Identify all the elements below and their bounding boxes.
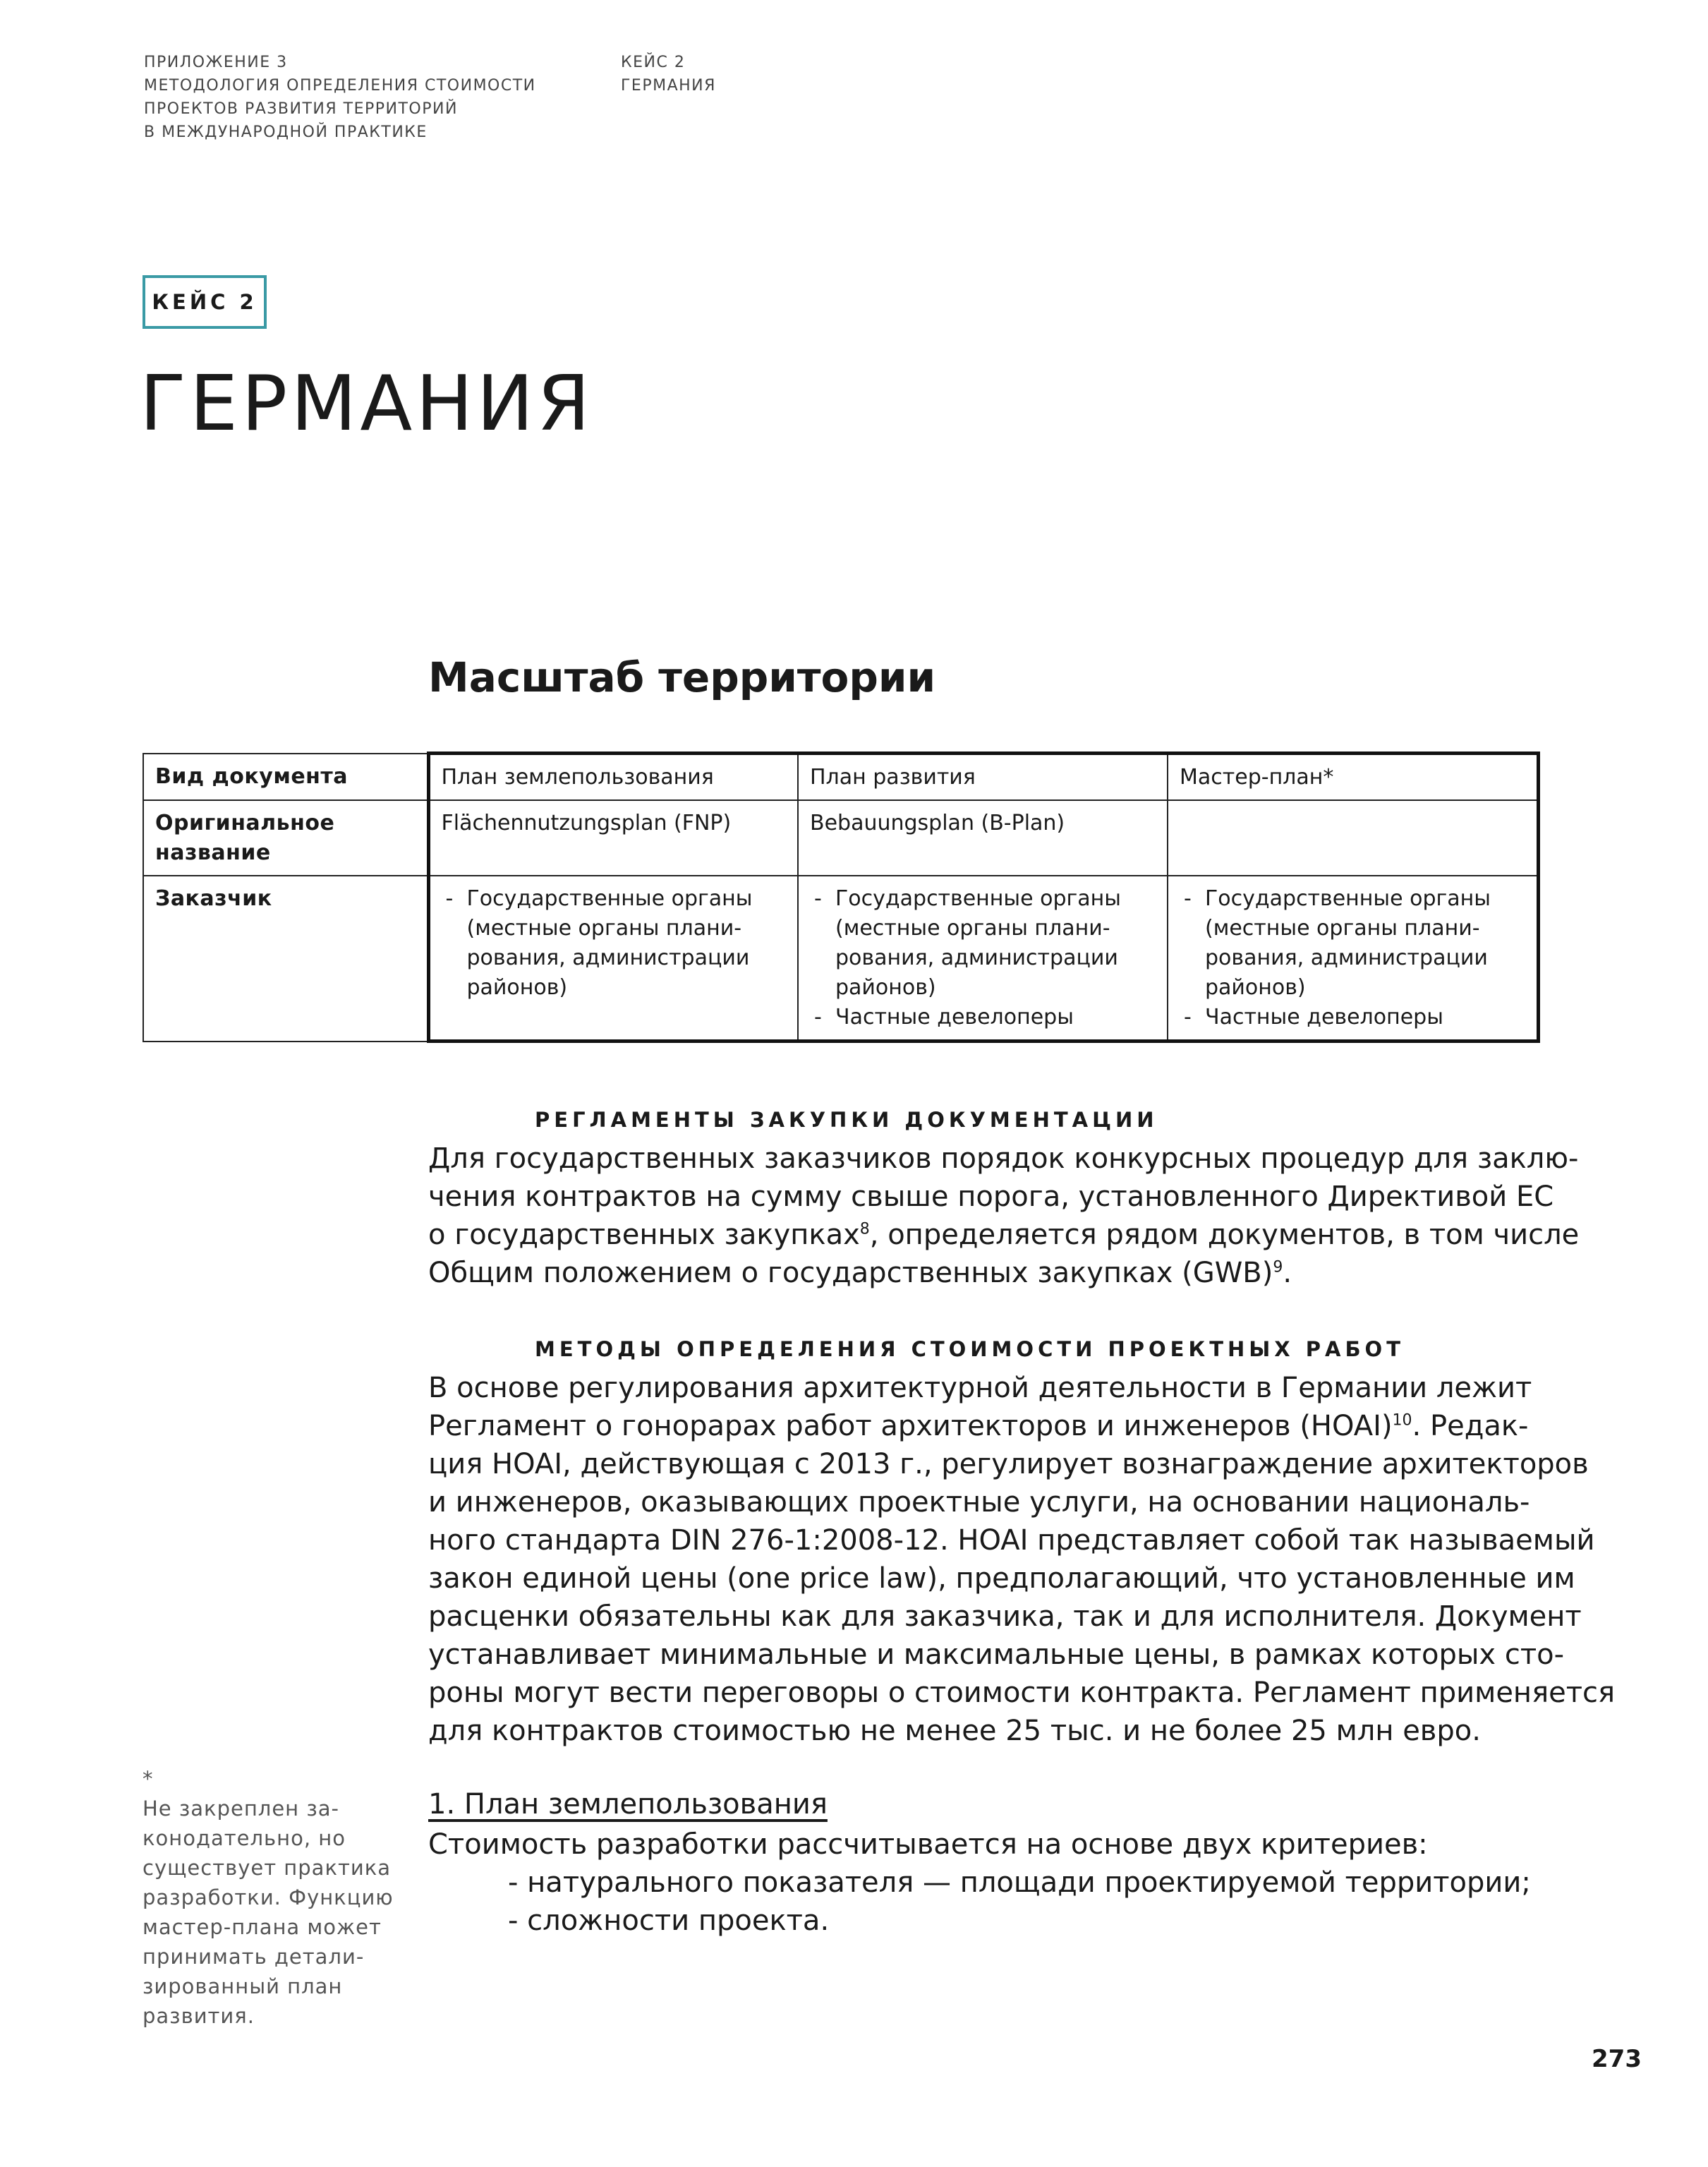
footnote-ref: 10	[1392, 1411, 1412, 1430]
table-cell	[1168, 876, 1538, 1042]
cost-methods-heading: МЕТОДЫ ОПРЕДЕЛЕНИЯ СТОИМОСТИ ПРОЕКТНЫХ РАБОТ	[535, 1337, 1405, 1361]
section-heading: Масштаб территории	[428, 653, 936, 701]
table-cell-row-label: Оригинальное название	[143, 800, 428, 876]
criteria-list	[508, 1864, 1531, 1940]
text-line: Для государственных заказчиков порядок конкурсных процедур для заклю-	[428, 1142, 1579, 1175]
table-cell	[798, 876, 1168, 1042]
table-cell-row-label: Заказчик	[143, 876, 428, 1042]
text-segment: . Редак-	[1412, 1410, 1529, 1442]
list-item: - Государственные органы (местные органы плани-рования, администрации районов)	[1180, 884, 1525, 1003]
text-segment: Регламент о гонорарах работ архитекторов и инженеров (HOAI)	[428, 1410, 1393, 1442]
running-head-line: ПРОЕКТОВ РАЗВИТИЯ ТЕРРИТОРИЙ	[144, 100, 458, 118]
documents-table	[143, 751, 1540, 1043]
text-line: чения контрактов на сумму свыше порога, установленного Директивой ЕС	[428, 1181, 1554, 1213]
text-line: и инженеров, оказывающих проектные услуги, на основании националь-	[428, 1486, 1530, 1519]
table-cell: Bebauungsplan (B-Plan)	[798, 800, 1168, 876]
running-head-line: ГЕРМАНИЯ	[621, 77, 716, 95]
list-item: - сложности проекта.	[508, 1905, 830, 1937]
table-cell	[1168, 800, 1538, 876]
table-cell-header-label: Вид документа	[143, 754, 428, 801]
side-note	[143, 1764, 394, 2031]
table-row	[143, 754, 1538, 801]
client-list	[442, 884, 787, 1003]
footnote-ref: 8	[859, 1220, 870, 1238]
criteria-intro: Стоимость разработки рассчитывается на основе двух критериев:	[428, 1828, 1428, 1861]
land-use-title: 1. План землепользования	[428, 1788, 828, 1821]
text-line: расценки обязательны как для заказчика, так и для исполнителя. Документ	[428, 1600, 1582, 1633]
table-row	[143, 800, 1538, 876]
text-line: устанавливает минимальные и максимальные цены, в рамках которых сто-	[428, 1638, 1565, 1671]
list-item: - Государственные органы (местные органы плани-рования, администрации районов)	[810, 884, 1156, 1003]
page-number: 273	[1592, 2045, 1642, 2073]
list-item: - Частные девелоперы	[1180, 1003, 1525, 1032]
table-cell	[428, 876, 798, 1042]
side-note-line: *	[143, 1767, 154, 1791]
running-head-left	[144, 51, 536, 144]
side-note-line: разработки. Функцию	[143, 1885, 394, 1909]
list-item: - Частные девелоперы	[810, 1003, 1156, 1032]
side-note-line: зированный план	[143, 1974, 343, 1998]
running-head-line: КЕЙС 2	[621, 54, 686, 71]
side-note-line: мастер-плана может	[143, 1915, 382, 1939]
text-line	[428, 1407, 1543, 1445]
text-segment: .	[1283, 1257, 1292, 1289]
client-list	[1180, 884, 1525, 1032]
side-note-line: существует практика	[143, 1856, 391, 1880]
country-title: ГЕРМАНИЯ	[140, 360, 594, 448]
side-note-line: Не закреплен за-	[143, 1797, 339, 1821]
side-note-line: конодательно, но	[143, 1826, 346, 1850]
text-line: ция HOAI, действующая с 2013 г., регулирует вознаграждение архитекторов	[428, 1448, 1589, 1480]
text-line	[428, 1216, 1580, 1254]
table-cell-header: Мастер-план*	[1168, 754, 1538, 801]
side-note-line: развития.	[143, 2004, 255, 2028]
list-item: - Государственные органы (местные органы плани-рования, администрации районов)	[442, 884, 787, 1003]
text-segment: Общим положением о государственных закупках (GWB)	[428, 1257, 1273, 1289]
procurement-heading: РЕГЛАМЕНТЫ ЗАКУПКИ ДОКУМЕНТАЦИИ	[535, 1108, 1158, 1132]
running-head-line: ПРИЛОЖЕНИЕ 3	[144, 54, 288, 71]
running-head-line: МЕТОДОЛОГИЯ ОПРЕДЕЛЕНИЯ СТОИМОСТИ	[144, 77, 536, 95]
text-segment: , определяется рядом документов, в том числе	[869, 1219, 1580, 1251]
case-badge: КЕЙС 2	[143, 275, 267, 329]
text-line	[428, 1254, 1543, 1292]
cost-methods-paragraph	[428, 1369, 1616, 1750]
client-list	[810, 884, 1156, 1032]
table-cell-header: План землепользования	[428, 754, 798, 801]
text-line: для контрактов стоимостью не менее 25 тыс. и не более 25 млн евро.	[428, 1715, 1481, 1747]
table-row	[143, 876, 1538, 1042]
text-line: закон единой цены (one price law), предполагающий, что установленные им	[428, 1562, 1575, 1595]
running-head-right	[621, 51, 716, 97]
side-note-line: принимать детали-	[143, 1945, 365, 1969]
table-cell: Flächennutzungsplan (FNP)	[428, 800, 798, 876]
text-line: роны могут вести переговоры о стоимости контракта. Регламент применяется	[428, 1677, 1616, 1709]
running-head-line: В МЕЖДУНАРОДНОЙ ПРАКТИКЕ	[144, 123, 428, 141]
text-segment: о государственных закупках	[428, 1219, 860, 1251]
text-line: В основе регулирования архитектурной деятельности в Германии лежит	[428, 1372, 1532, 1404]
text-line: ного стандарта DIN 276-1:2008-12. HOAI представляет собой так называемый	[428, 1524, 1595, 1557]
footnote-ref: 9	[1273, 1258, 1283, 1276]
procurement-paragraph	[428, 1140, 1580, 1292]
table-cell-header: План развития	[798, 754, 1168, 801]
list-item: - натурального показателя — площади проектируемой территории;	[508, 1866, 1531, 1899]
